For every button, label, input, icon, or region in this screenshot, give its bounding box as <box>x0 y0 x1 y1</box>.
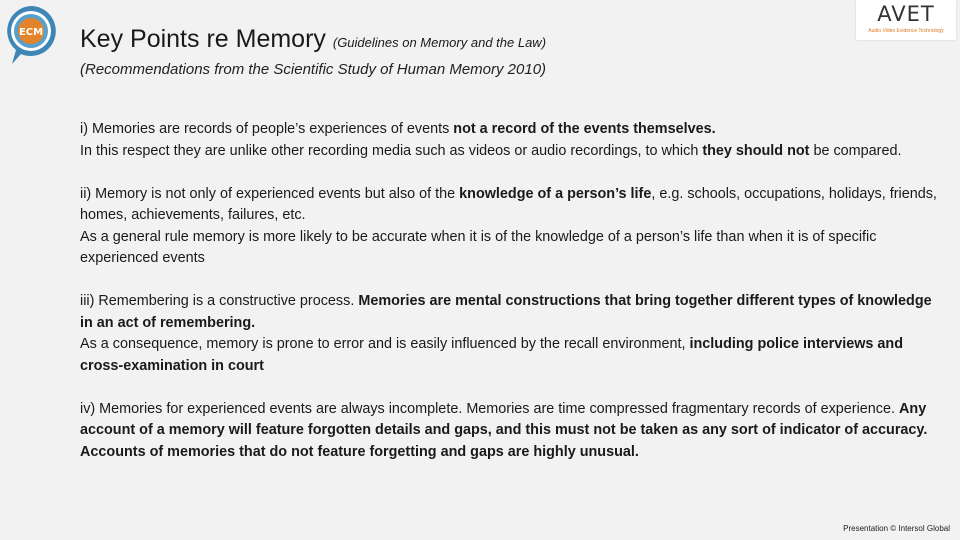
point-1-text-e: be compared. <box>809 142 902 159</box>
point-3 <box>80 291 948 377</box>
page-title <box>80 24 546 58</box>
point-1-text-a: i) Memories are records of people’s experiences of events <box>80 121 454 137</box>
point-4 <box>80 399 948 464</box>
point-2-bold-b: knowledge of a person’s life <box>459 185 652 202</box>
ecm-logo-text: ECM <box>18 27 44 38</box>
title-main: Key Points re Memory <box>80 25 333 53</box>
point-4-text-a: iv) Memories for experienced events are always incomplete. Memories are time compressed fragmentary records of experience. <box>80 400 900 417</box>
key-points <box>80 119 948 485</box>
point-1-bold-b: not a record of the events themselves. <box>453 121 716 137</box>
point-1 <box>80 119 948 162</box>
avet-logo <box>856 0 956 40</box>
avet-logo-tagline: Audio Video Evidence Technology <box>868 28 944 34</box>
point-2-text-c: , e.g. schools, occupations, holidays, friends, homes, achievements, failures, etc. <box>80 185 937 223</box>
footer-credit: Presentation © Intersol Global <box>843 524 950 533</box>
title-sub: (Guidelines on Memory and the Law) <box>332 35 547 50</box>
ecm-logo <box>4 4 58 66</box>
avet-logo-word: AVET <box>877 2 935 26</box>
point-1-bold-d: they should not <box>702 142 810 159</box>
point-2-text-a: ii) Memory is not only of experienced events but also of the <box>80 185 460 202</box>
point-3-text-c: As a consequence, memory is prone to error and is easily influenced by the recall environment, <box>80 336 690 352</box>
point-3-text-a: iii) Remembering is a constructive process. <box>80 293 359 309</box>
point-4-bold-b: Any account of a memory will feature forgotten details and gaps, and this must not be taken as any sort of indicator of accuracy. Accounts of memories that do not feature forgetting and gaps are highly unusual. <box>80 400 928 460</box>
point-2-text-d: As a general rule memory is more likely to be accurate when it is of the knowledge of a person’s life than when it is of specific experienced events <box>80 228 877 266</box>
point-2 <box>80 184 948 270</box>
point-3-bold-d: including police interviews and cross-examination in court <box>80 336 904 374</box>
point-3-bold-b: Memories are mental constructions that bring together different types of knowledge in an act of remembering. <box>80 293 932 331</box>
page-subtitle: (Recommendations from the Scientific Study of Human Memory 2010) <box>80 61 547 78</box>
point-1-text-c: In this respect they are unlike other recording media such as videos or audio recordings, to which <box>80 142 703 159</box>
